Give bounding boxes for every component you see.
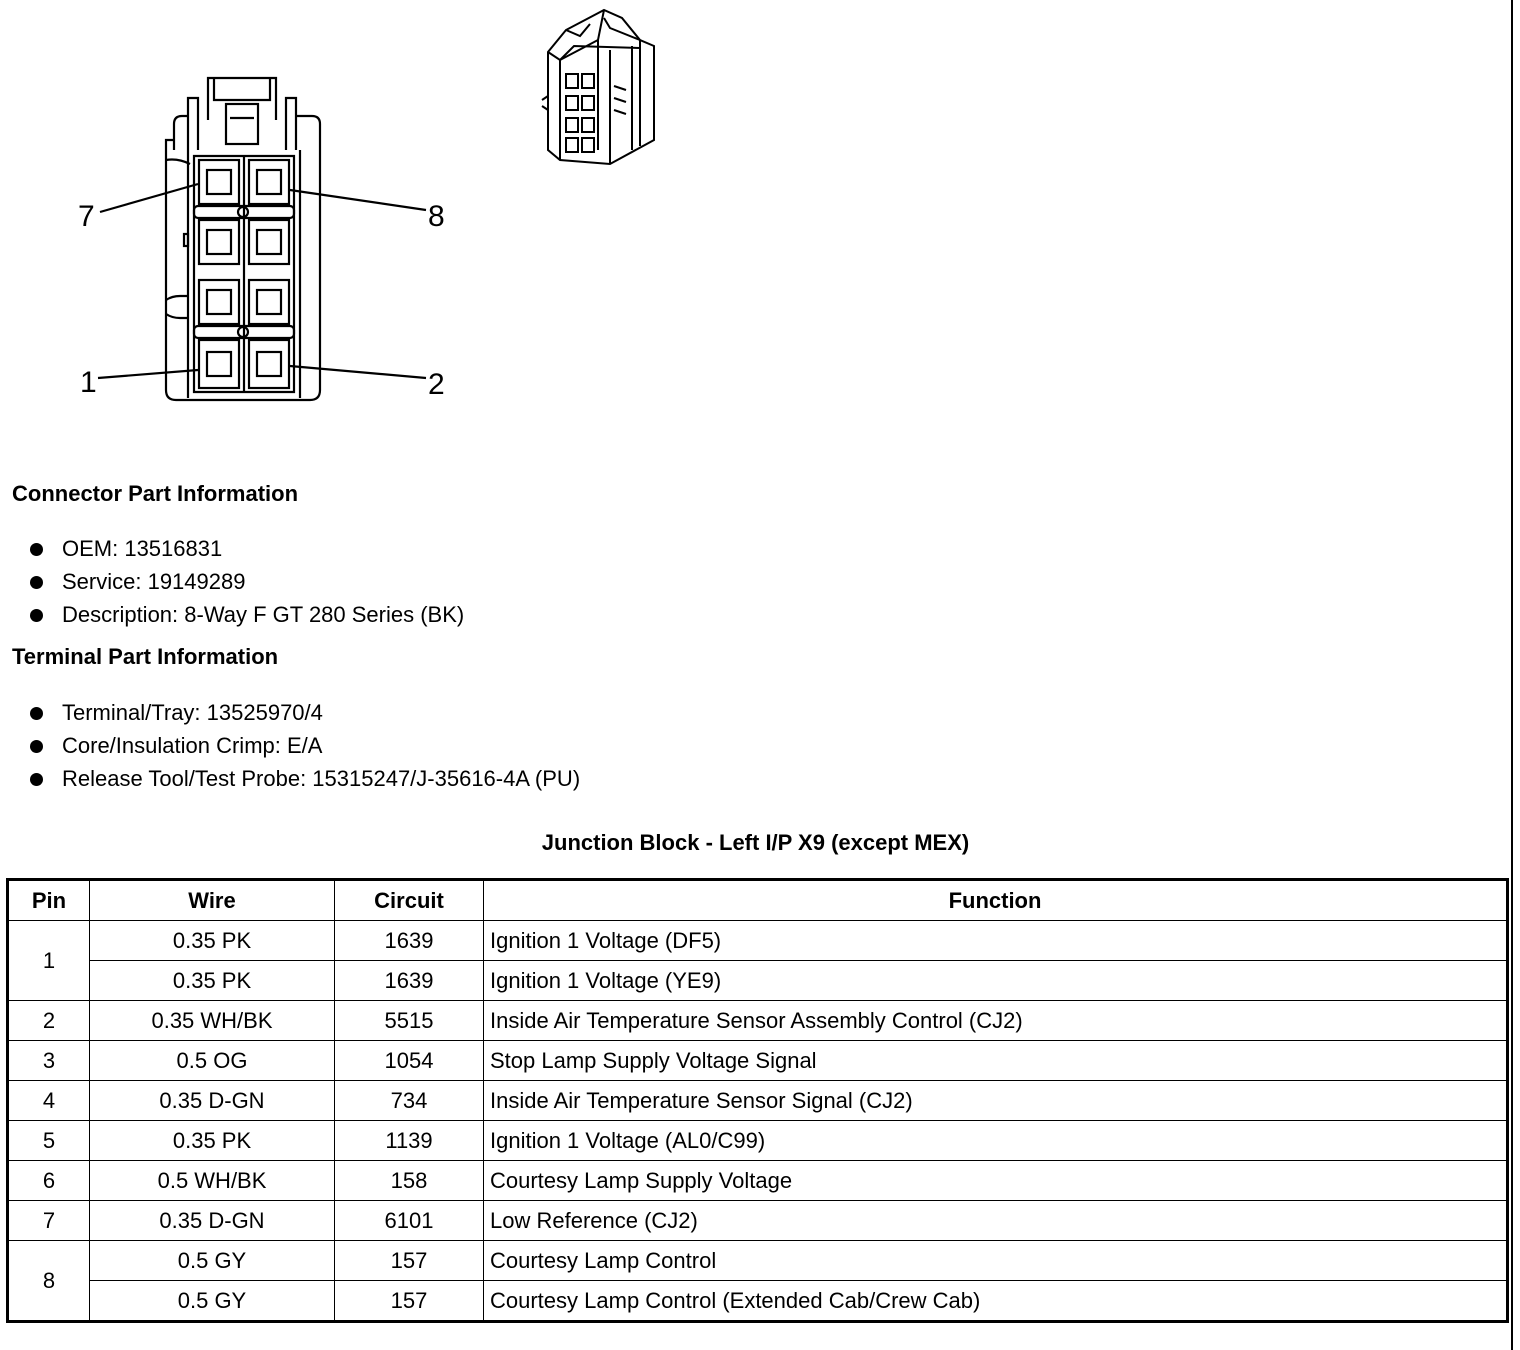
connector-diagram (0, 0, 700, 440)
cell-circuit: 1639 (335, 961, 484, 1001)
bullet-icon (30, 773, 43, 786)
cell-wire: 0.5 OG (90, 1041, 335, 1081)
cell-circuit: 157 (335, 1241, 484, 1281)
table-row (8, 961, 1508, 1001)
connector-info-description: Description: 8-Way F GT 280 Series (BK) (62, 602, 465, 627)
cell-function: Ignition 1 Voltage (DF5) (484, 921, 1508, 961)
cell-wire: 0.35 PK (90, 961, 335, 1001)
cell-circuit: 1054 (335, 1041, 484, 1081)
cell-wire: 0.35 WH/BK (90, 1001, 335, 1041)
cell-function: Courtesy Lamp Supply Voltage (484, 1161, 1508, 1201)
cell-circuit: 1139 (335, 1121, 484, 1161)
pin-label-8: 8 (428, 200, 445, 233)
cell-pin: 6 (8, 1161, 90, 1201)
bullet-icon (30, 576, 43, 589)
column-header-wire: Wire (90, 880, 335, 921)
cell-wire: 0.35 PK (90, 1121, 335, 1161)
table-row (8, 1201, 1508, 1241)
cell-wire: 0.5 WH/BK (90, 1161, 335, 1201)
page-border (1511, 0, 1513, 1350)
bullet-icon (30, 543, 43, 556)
connector-info-service: Service: 19149289 (62, 569, 246, 594)
cell-pin: 1 (8, 921, 90, 1001)
terminal-info-tool: Release Tool/Test Probe: 15315247/J-35616-4A (PU) (62, 766, 581, 791)
cell-wire: 0.5 GY (90, 1241, 335, 1281)
connector-info-oem: OEM: 13516831 (62, 536, 223, 561)
cell-circuit: 5515 (335, 1001, 484, 1041)
table-title: Junction Block - Left I/P X9 (except MEX) (541, 830, 970, 855)
list-item (28, 729, 580, 762)
pin-label-7: 7 (78, 200, 95, 233)
cell-pin: 8 (8, 1241, 90, 1322)
cell-function: Stop Lamp Supply Voltage Signal (484, 1041, 1508, 1081)
cell-circuit: 6101 (335, 1201, 484, 1241)
cell-pin: 5 (8, 1121, 90, 1161)
terminal-info-heading: Terminal Part Information (12, 644, 279, 669)
column-header-pin: Pin (8, 880, 90, 921)
table-row (8, 1001, 1508, 1041)
connector-info-list (28, 532, 464, 631)
cell-pin: 3 (8, 1041, 90, 1081)
cell-function: Courtesy Lamp Control (Extended Cab/Crew Cab) (484, 1281, 1508, 1322)
terminal-info-tray: Terminal/Tray: 13525970/4 (62, 700, 323, 725)
cell-wire: 0.35 D-GN (90, 1081, 335, 1121)
cell-wire: 0.5 GY (90, 1281, 335, 1322)
terminal-info-list (28, 696, 580, 795)
table-header-row (8, 880, 1508, 921)
cell-circuit: 734 (335, 1081, 484, 1121)
list-item (28, 696, 580, 729)
pin-label-2: 2 (428, 368, 445, 401)
column-header-function: Function (484, 880, 1508, 921)
cell-wire: 0.35 PK (90, 921, 335, 961)
list-item (28, 598, 464, 631)
cell-pin: 7 (8, 1201, 90, 1241)
cell-pin: 2 (8, 1001, 90, 1041)
terminal-info-crimp: Core/Insulation Crimp: E/A (62, 733, 323, 758)
pin-label-1: 1 (80, 366, 97, 399)
cell-circuit: 1639 (335, 921, 484, 961)
table-row (8, 921, 1508, 961)
cell-pin: 4 (8, 1081, 90, 1121)
table-row (8, 1081, 1508, 1121)
cell-function: Ignition 1 Voltage (YE9) (484, 961, 1508, 1001)
cell-circuit: 157 (335, 1281, 484, 1322)
list-item (28, 762, 580, 795)
table-row (8, 1281, 1508, 1322)
connector-info-heading: Connector Part Information (12, 481, 299, 506)
cell-function: Inside Air Temperature Sensor Assembly Control (CJ2) (484, 1001, 1508, 1041)
pinout-table (6, 878, 1509, 1323)
bullet-icon (30, 740, 43, 753)
table-row (8, 1161, 1508, 1201)
bullet-icon (30, 609, 43, 622)
bullet-icon (30, 707, 43, 720)
cell-function: Ignition 1 Voltage (AL0/C99) (484, 1121, 1508, 1161)
cell-wire: 0.35 D-GN (90, 1201, 335, 1241)
list-item (28, 532, 464, 565)
column-header-circuit: Circuit (335, 880, 484, 921)
cell-function: Courtesy Lamp Control (484, 1241, 1508, 1281)
table-row (8, 1121, 1508, 1161)
table-row (8, 1241, 1508, 1281)
cell-function: Low Reference (CJ2) (484, 1201, 1508, 1241)
cell-function: Inside Air Temperature Sensor Signal (CJ2) (484, 1081, 1508, 1121)
cell-circuit: 158 (335, 1161, 484, 1201)
list-item (28, 565, 464, 598)
table-row (8, 1041, 1508, 1081)
